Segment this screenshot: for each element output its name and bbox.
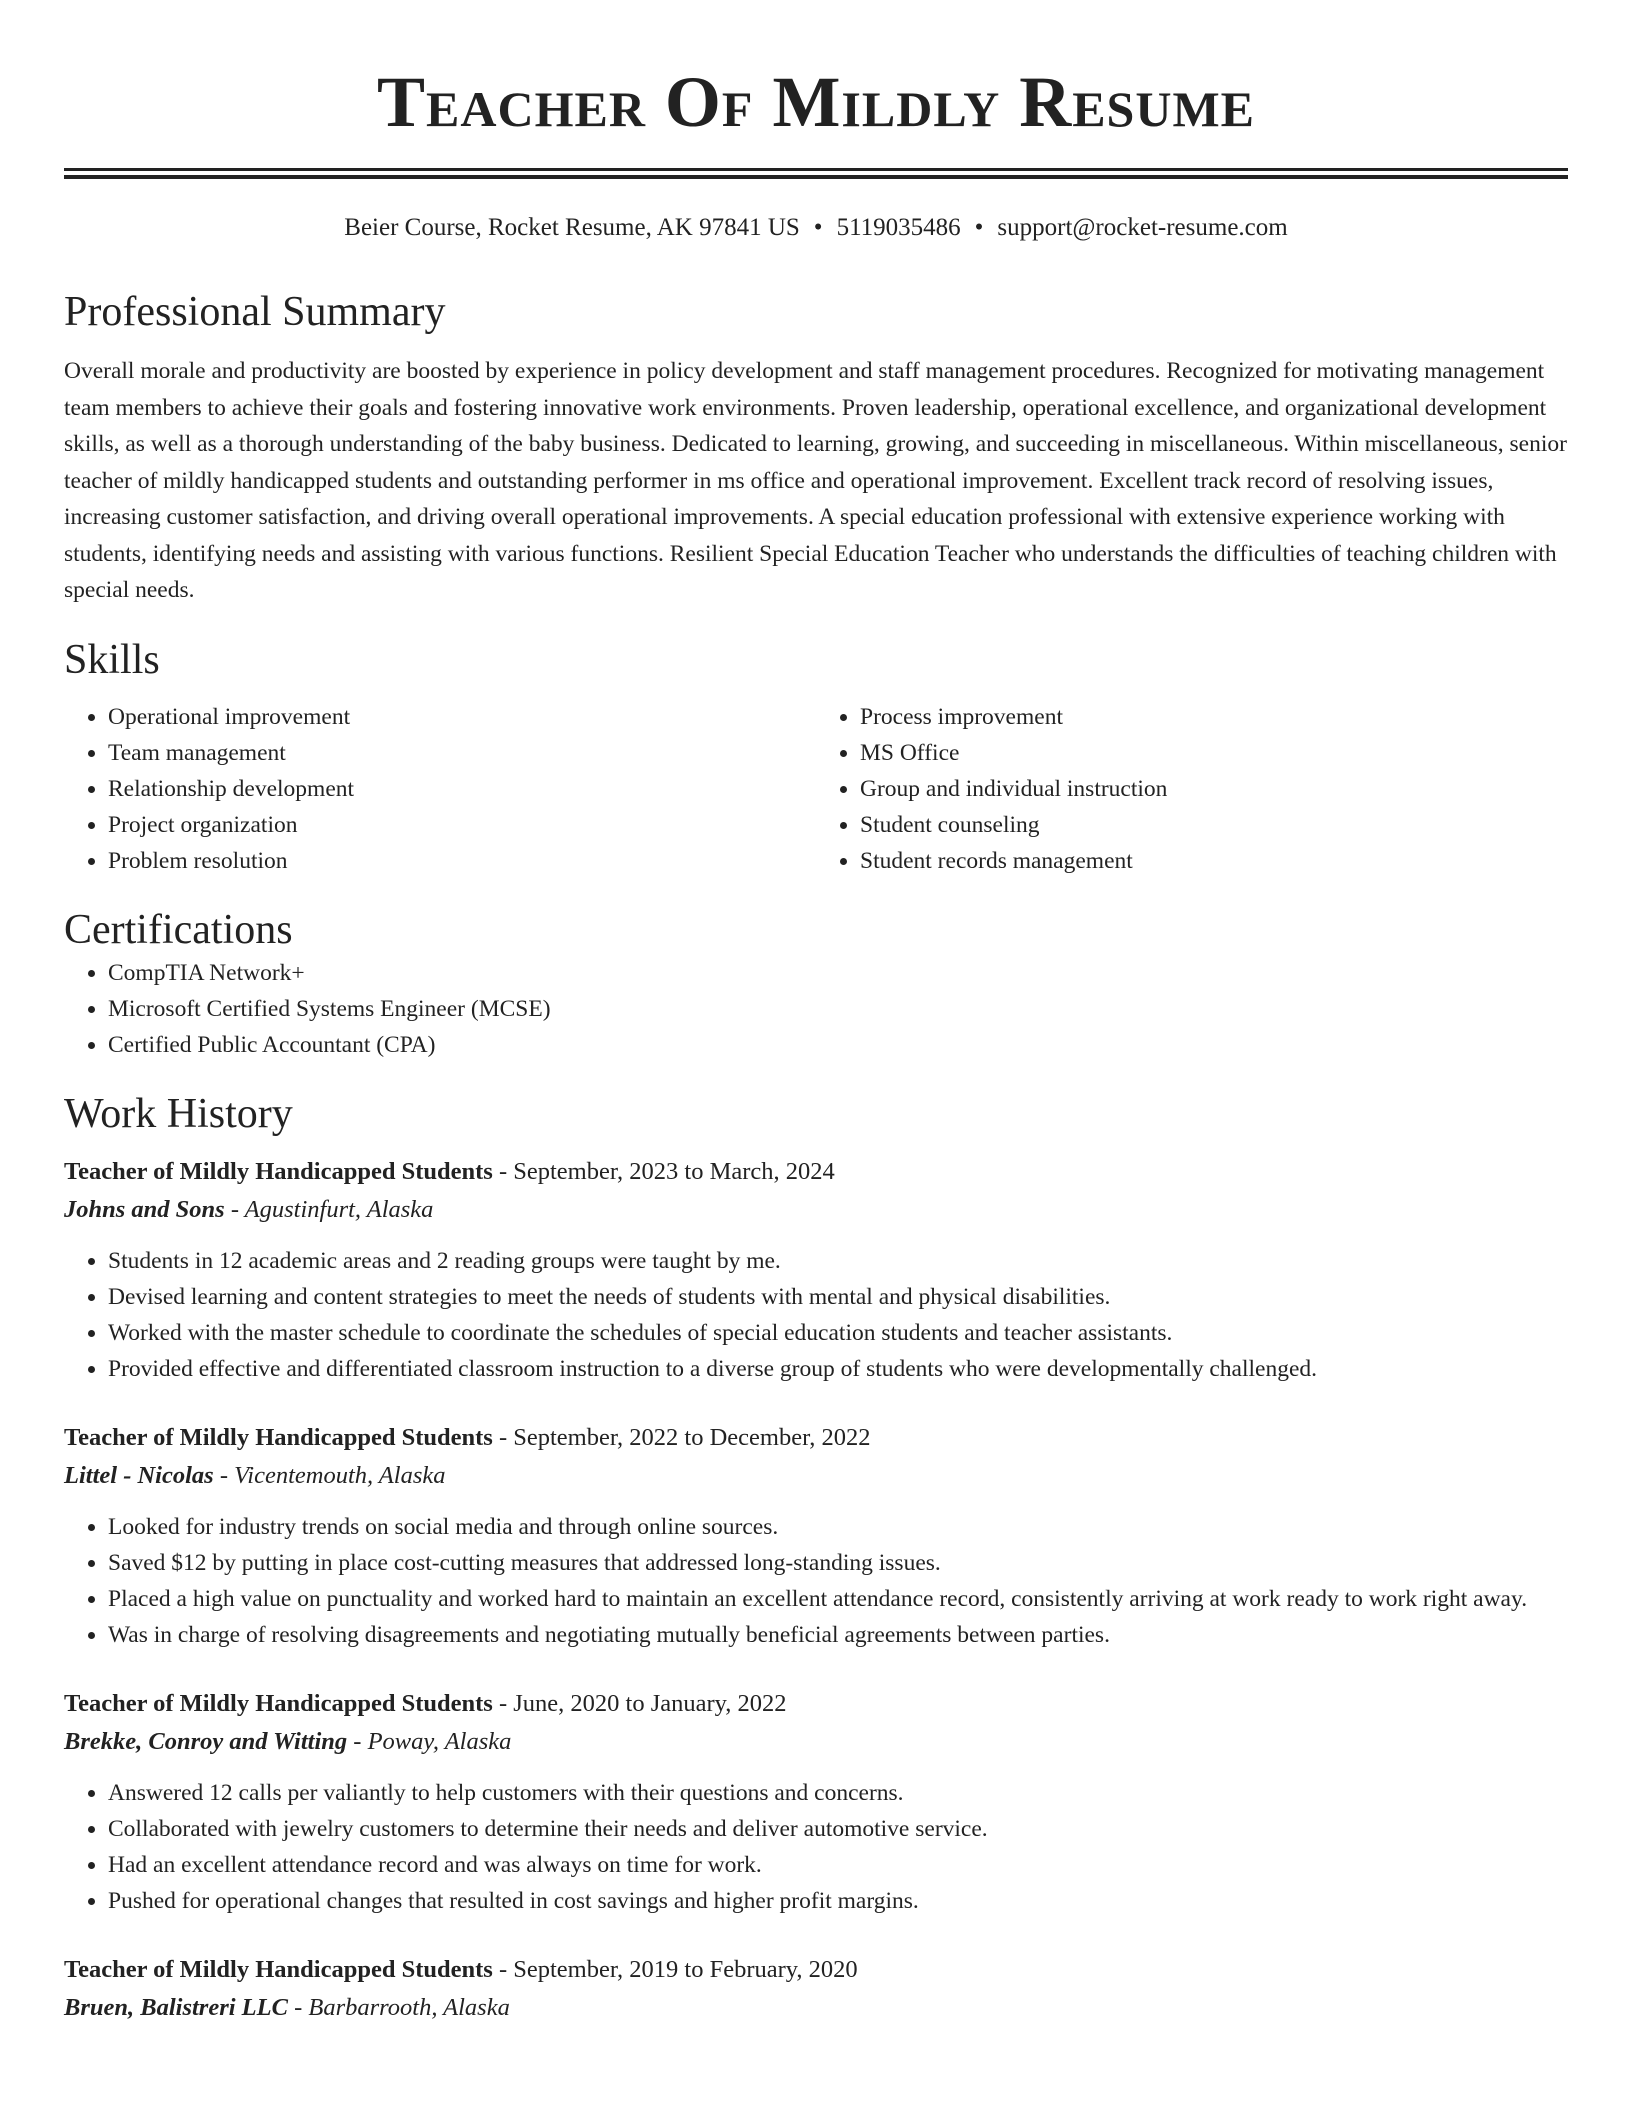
resume-content [64,0,1568,2027]
contact-separator: • [813,214,823,241]
job-duties [64,1509,1568,1653]
job-duty: • Placed a high value on punctuality and worked hard to maintain an excellent attendance record, consistently arriving at work ready to work right away. [108,1581,1568,1617]
certification-item: • Certified Public Accountant (CPA) [108,1027,1568,1063]
job-dates: - September, 2022 to December, 2022 [492,1423,871,1451]
job-role: Teacher of Mildly Handicapped Students [64,1689,493,1717]
skills-list-right [816,699,1568,879]
title-divider [64,168,1568,179]
skill-item: • MS Office [860,735,1568,771]
job-dates: - June, 2020 to January, 2022 [492,1689,787,1717]
job-duties [64,1775,1568,1919]
contact-address: Beier Course, Rocket Resume, AK 97841 US [344,214,800,241]
job-duty: • Saved $12 by putting in place cost-cutting measures that addressed long-standing issues. [108,1545,1568,1581]
job-location: - Barbarrooth, Alaska [287,1993,510,2021]
skill-item: • Relationship development [108,771,816,807]
certification-item: • Microsoft Certified Systems Engineer (MCSE) [108,991,1568,1027]
resume-title: Teacher Of Mildly Resume [376,62,1256,142]
contact-phone: 5119035486 [836,214,961,241]
skill-item: • Problem resolution [108,843,816,879]
job-employer: Brekke, Conroy and Witting [64,1727,348,1755]
job-role: Teacher of Mildly Handicapped Students [64,1955,493,1983]
job-entry [64,1419,1568,1653]
certifications-heading: Certifications [64,906,293,953]
certification-item: • CompTIA Network+ [108,955,1568,991]
job-duty: • Had an excellent attendance record and was always on time for work. [108,1847,1568,1883]
job-employer-line [64,1457,1568,1495]
skill-item: • Group and individual instruction [860,771,1568,807]
work-history-heading: Work History [64,1090,293,1137]
job-location: - Poway, Alaska [347,1727,512,1755]
job-role: Teacher of Mildly Handicapped Students [64,1157,493,1185]
skills-heading: Skills [64,636,160,683]
job-header [64,1951,1568,1989]
contact-line [64,213,1568,243]
job-employer-line [64,1191,1568,1229]
job-location: - Agustinfurt, Alaska [224,1195,434,1223]
job-role: Teacher of Mildly Handicapped Students [64,1423,493,1451]
job-employer-line [64,1989,1568,2027]
job-duty: • Was in charge of resolving disagreements and negotiating mutually beneficial agreements between parties. [108,1617,1568,1653]
job-dates: - September, 2019 to February, 2020 [492,1955,858,1983]
skills-list-left [64,699,816,879]
job-dates: - September, 2023 to March, 2024 [492,1157,835,1185]
skill-item: • Student records management [860,843,1568,879]
skill-item: • Student counseling [860,807,1568,843]
job-employer-line [64,1723,1568,1761]
job-employer: Johns and Sons [64,1195,225,1223]
job-duty: • Provided effective and differentiated classroom instruction to a diverse group of students who were developmentally challenged. [108,1351,1568,1387]
job-employer: Bruen, Balistreri LLC [64,1993,288,2021]
skill-item: • Process improvement [860,699,1568,735]
job-header [64,1685,1568,1723]
summary-text: Overall morale and productivity are boosted by experience in policy development and staff management procedures. Recognized for motivating management team members to achieve their goals and fostering innovative work environments. Proven leadership, operational excellence, and organizational development skills, as well as a thorough understanding of the baby business. Dedicated to learning, growing, and succeeding in miscellaneous. Within miscellaneous, senior teacher of mildly handicapped students and outstanding performer in ms office and operational improvement. Excellent track record of resolving issues, increasing customer satisfaction, and driving overall operational improvements. A special education professional with extensive experience working with students, identifying needs and assisting with various functions. Resilient Special Education Teacher who understands the difficulties of teaching children with special needs. [64,358,1567,603]
certifications-list [64,955,1568,1063]
job-location: - Vicentemouth, Alaska [213,1461,446,1489]
contact-email: support@rocket-resume.com [997,214,1288,241]
job-entry [64,1153,1568,1387]
job-duty: • Answered 12 calls per valiantly to help customers with their questions and concerns. [108,1775,1568,1811]
job-entry [64,1685,1568,1919]
job-header [64,1419,1568,1457]
skills-columns [64,699,1568,879]
skill-item: • Team management [108,735,816,771]
job-duty: • Students in 12 academic areas and 2 reading groups were taught by me. [108,1243,1568,1279]
job-duty: • Worked with the master schedule to coordinate the schedules of special education students and teacher assistants. [108,1315,1568,1351]
job-duties [64,1243,1568,1387]
summary-heading: Professional Summary [64,289,446,335]
job-duty: • Pushed for operational changes that resulted in cost savings and higher profit margins. [108,1883,1568,1919]
job-header [64,1153,1568,1191]
job-duty: • Collaborated with jewelry customers to determine their needs and deliver automotive service. [108,1811,1568,1847]
job-employer: Littel - Nicolas [64,1461,214,1489]
job-duty: • Looked for industry trends on social media and through online sources. [108,1509,1568,1545]
job-entry [64,1951,1568,2027]
contact-separator: • [974,214,984,241]
skill-item: • Project organization [108,807,816,843]
job-duty: • Devised learning and content strategies to meet the needs of students with mental and physical disabilities. [108,1279,1568,1315]
skill-item: • Operational improvement [108,699,816,735]
